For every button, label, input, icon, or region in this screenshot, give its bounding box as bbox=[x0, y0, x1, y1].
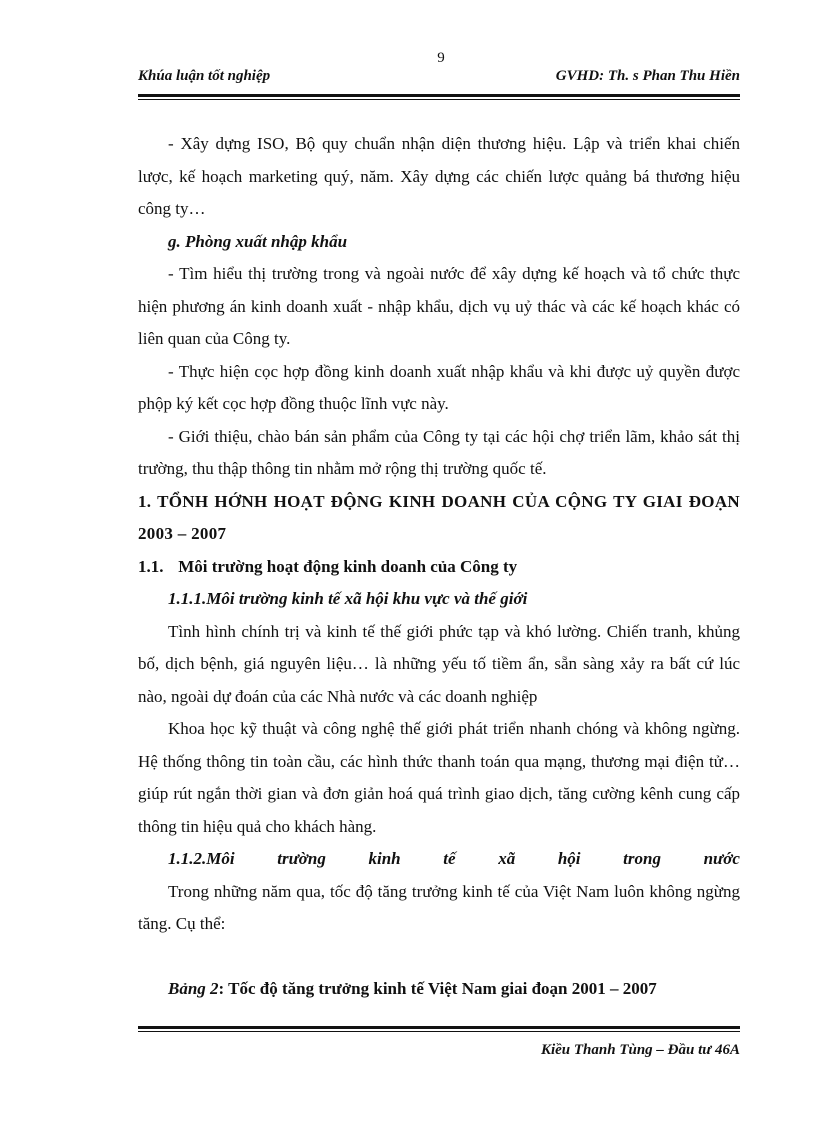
section-number: 1.1. bbox=[138, 556, 164, 576]
document-body bbox=[138, 128, 740, 1005]
page-number: 9 bbox=[437, 50, 445, 66]
section-title: Môi trường hoạt động kinh doanh của Công ty bbox=[178, 556, 518, 576]
paragraph: - Giới thiệu, chào bán sản phẩm của Công ty tại các hội chợ triển lãm, khảo sát thị trường, thu thập thông tin nhằm mở rộng thị trường quốc tế. bbox=[138, 426, 740, 478]
subsection-heading-1-1-1: 1.1.1.Môi trường kinh tế xã hội khu vực và thế giới bbox=[168, 589, 528, 608]
heading-word: xã bbox=[498, 849, 516, 868]
header-divider-thin bbox=[138, 99, 740, 100]
paragraph: Tình hình chính trị và kinh tế thế giới phức tạp và khó lường. Chiến tranh, khủng bố, dịch bệnh, giá nguyên liệu… là những yếu tố tiềm ẩn, sẵn sàng xảy ra bất cứ lúc nào, ngoài dự đoán của các Nhà nước và các doanh nghiệp bbox=[138, 621, 740, 706]
table-label: Bảng 2 bbox=[168, 978, 219, 998]
page-header bbox=[138, 68, 740, 90]
heading-word: hội bbox=[557, 849, 581, 868]
heading-word: tế bbox=[443, 849, 456, 868]
paragraph: - Thực hiện cọc hợp đồng kinh doanh xuất nhập khẩu và khi được uỷ quyền được phộp ký kết cọc hợp đồng thuộc lĩnh vực này. bbox=[138, 361, 740, 413]
section-heading-1-1 bbox=[138, 551, 740, 584]
heading-word: kinh bbox=[368, 849, 401, 868]
table-caption bbox=[138, 973, 740, 1006]
heading-word: 1.1.2.Môi bbox=[168, 849, 235, 868]
header-divider bbox=[138, 94, 740, 97]
heading-word: trường bbox=[277, 849, 326, 868]
header-thesis-label: Khúa luận tốt nghiệp bbox=[138, 68, 271, 84]
section-heading-g: g. Phòng xuất nhập khẩu bbox=[168, 231, 348, 251]
paragraph: - Tìm hiểu thị trường trong và ngoài nước để xây dựng kế hoạch và tổ chức thực hiện phương án kinh doanh xuất - nhập khẩu, dịch vụ uỷ thác và các kế hoạch khác có liên quan của Công ty. bbox=[138, 264, 740, 348]
table-title: : Tốc độ tăng trưởng kinh tế Việt Nam giai đoạn 2001 – 2007 bbox=[218, 978, 657, 998]
chapter-heading: 1. TỔNH HỚNH HOẠT ĐỘNG KINH DOANH CỦA CỘNG TY GIAI ĐOẠN 2003 – 2007 bbox=[138, 491, 740, 543]
footer-divider bbox=[138, 1026, 740, 1029]
page-footer: Kiều Thanh Tùng – Đầu tư 46A bbox=[540, 1042, 740, 1058]
paragraph: - Xây dựng ISO, Bộ quy chuẩn nhận diện thương hiệu. Lập và triển khai chiến lược, kế hoạch marketing quý, năm. Xây dựng các chiến lược quảng bá thương hiệu công ty… bbox=[138, 134, 740, 218]
subsection-heading-1-1-2 bbox=[138, 843, 740, 876]
header-supervisor: GVHD: Th. s Phan Thu Hiền bbox=[555, 68, 740, 84]
heading-word: trong bbox=[623, 849, 661, 868]
paragraph: Trong những năm qua, tốc độ tăng trưởng kinh tế của Việt Nam luôn không ngừng tăng. Cụ thể: bbox=[138, 881, 740, 933]
spacer bbox=[138, 941, 740, 973]
paragraph: Khoa học kỹ thuật và công nghệ thế giới phát triển nhanh chóng và không ngừng. Hệ thống thông tin toàn cầu, các hình thức thanh toán qua mạng, thương mại điện tử… giúp rút ngắn thời gian và đơn giản hoá quá trình giao dịch, tăng cường kênh cung cấp thông tin hiệu quả cho khách hàng. bbox=[138, 719, 740, 836]
heading-word: nước bbox=[703, 849, 740, 868]
footer-divider-thin bbox=[138, 1031, 740, 1032]
